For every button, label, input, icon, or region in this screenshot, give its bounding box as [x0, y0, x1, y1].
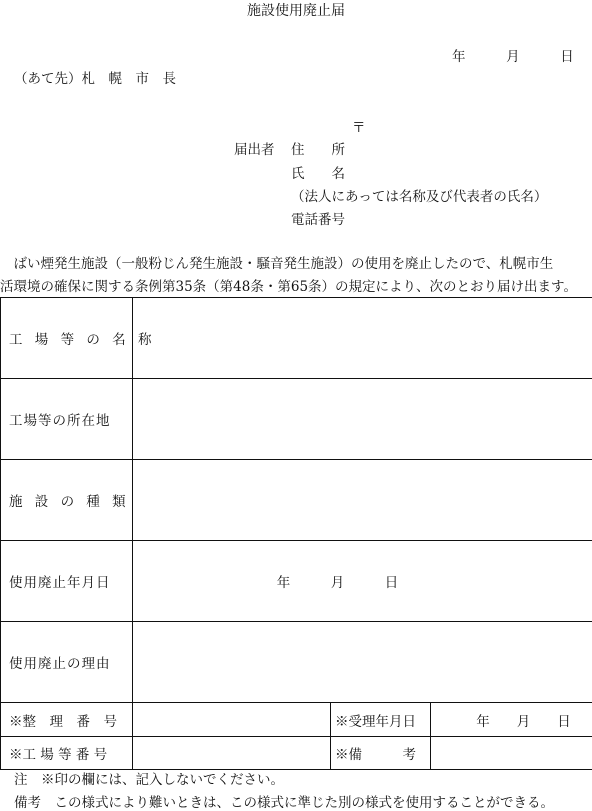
month-label: 月	[506, 45, 520, 65]
year-label: 年	[452, 45, 466, 65]
table-row	[1, 703, 592, 737]
postal-mark: 〒	[352, 116, 366, 136]
form-table	[0, 297, 592, 770]
received-date-field	[431, 703, 592, 737]
discontinue-reason-label: 使用廃止の理由	[1, 622, 133, 703]
note-text: 注 ※印の欄には、記入しないでください。	[14, 768, 284, 788]
remarks-label: ※備 考	[331, 737, 431, 770]
factory-name-label: 工 場 等 の 名 称	[1, 298, 133, 379]
submission-date	[452, 45, 574, 65]
table-row	[1, 737, 592, 770]
table-row	[1, 541, 592, 622]
discontinue-reason-field[interactable]	[133, 622, 592, 703]
factory-name-field[interactable]	[133, 298, 592, 379]
factory-location-label: 工場等の所在地	[1, 379, 133, 460]
table-row	[1, 379, 592, 460]
declaration-line-1: ばい煙発生施設（一般粉じん発生施設・騒音発生施設）の使用を廃止したので、札幌市生	[0, 253, 592, 276]
declaration-text	[0, 253, 592, 299]
received-date-label: ※受理年月日	[331, 703, 431, 737]
discontinue-date-value: 年 月 日	[277, 575, 399, 591]
factory-number-field	[133, 737, 331, 770]
remarks-field	[431, 737, 592, 770]
form-title: 施設使用廃止届	[0, 0, 592, 20]
day-label: 日	[560, 45, 574, 65]
applicant-phone-label: 電話番号	[291, 208, 345, 228]
ref-number-label: ※整 理 番 号	[1, 703, 133, 737]
table-row	[1, 460, 592, 541]
table-row	[1, 622, 592, 703]
table-row	[1, 298, 592, 379]
applicant-label: 届出者	[234, 138, 275, 158]
applicant-address-label: 住 所	[291, 138, 345, 158]
ref-number-field	[133, 703, 331, 737]
addressee: （あて先）札 幌 市 長	[14, 67, 176, 87]
factory-number-label: ※工 場 等 番 号	[1, 737, 133, 770]
discontinue-date-field[interactable]	[133, 541, 592, 622]
declaration-line-2: 活環境の確保に関する条例第35条（第48条・第65条）の規定により、次のとおり届け出ます。	[0, 276, 592, 299]
factory-location-field[interactable]	[133, 379, 592, 460]
discontinue-date-label: 使用廃止年月日	[1, 541, 133, 622]
applicant-name-label: 氏 名	[291, 162, 345, 182]
remark-text: 備考 この様式により難いときは、この様式に準じた別の様式を使用することができる。	[14, 791, 554, 811]
facility-type-field[interactable]	[133, 460, 592, 541]
applicant-corp-note: （法人にあっては名称及び代表者の氏名）	[291, 185, 547, 205]
received-date-value: 年 月 日	[476, 714, 571, 730]
facility-type-label: 施 設 の 種 類	[1, 460, 133, 541]
